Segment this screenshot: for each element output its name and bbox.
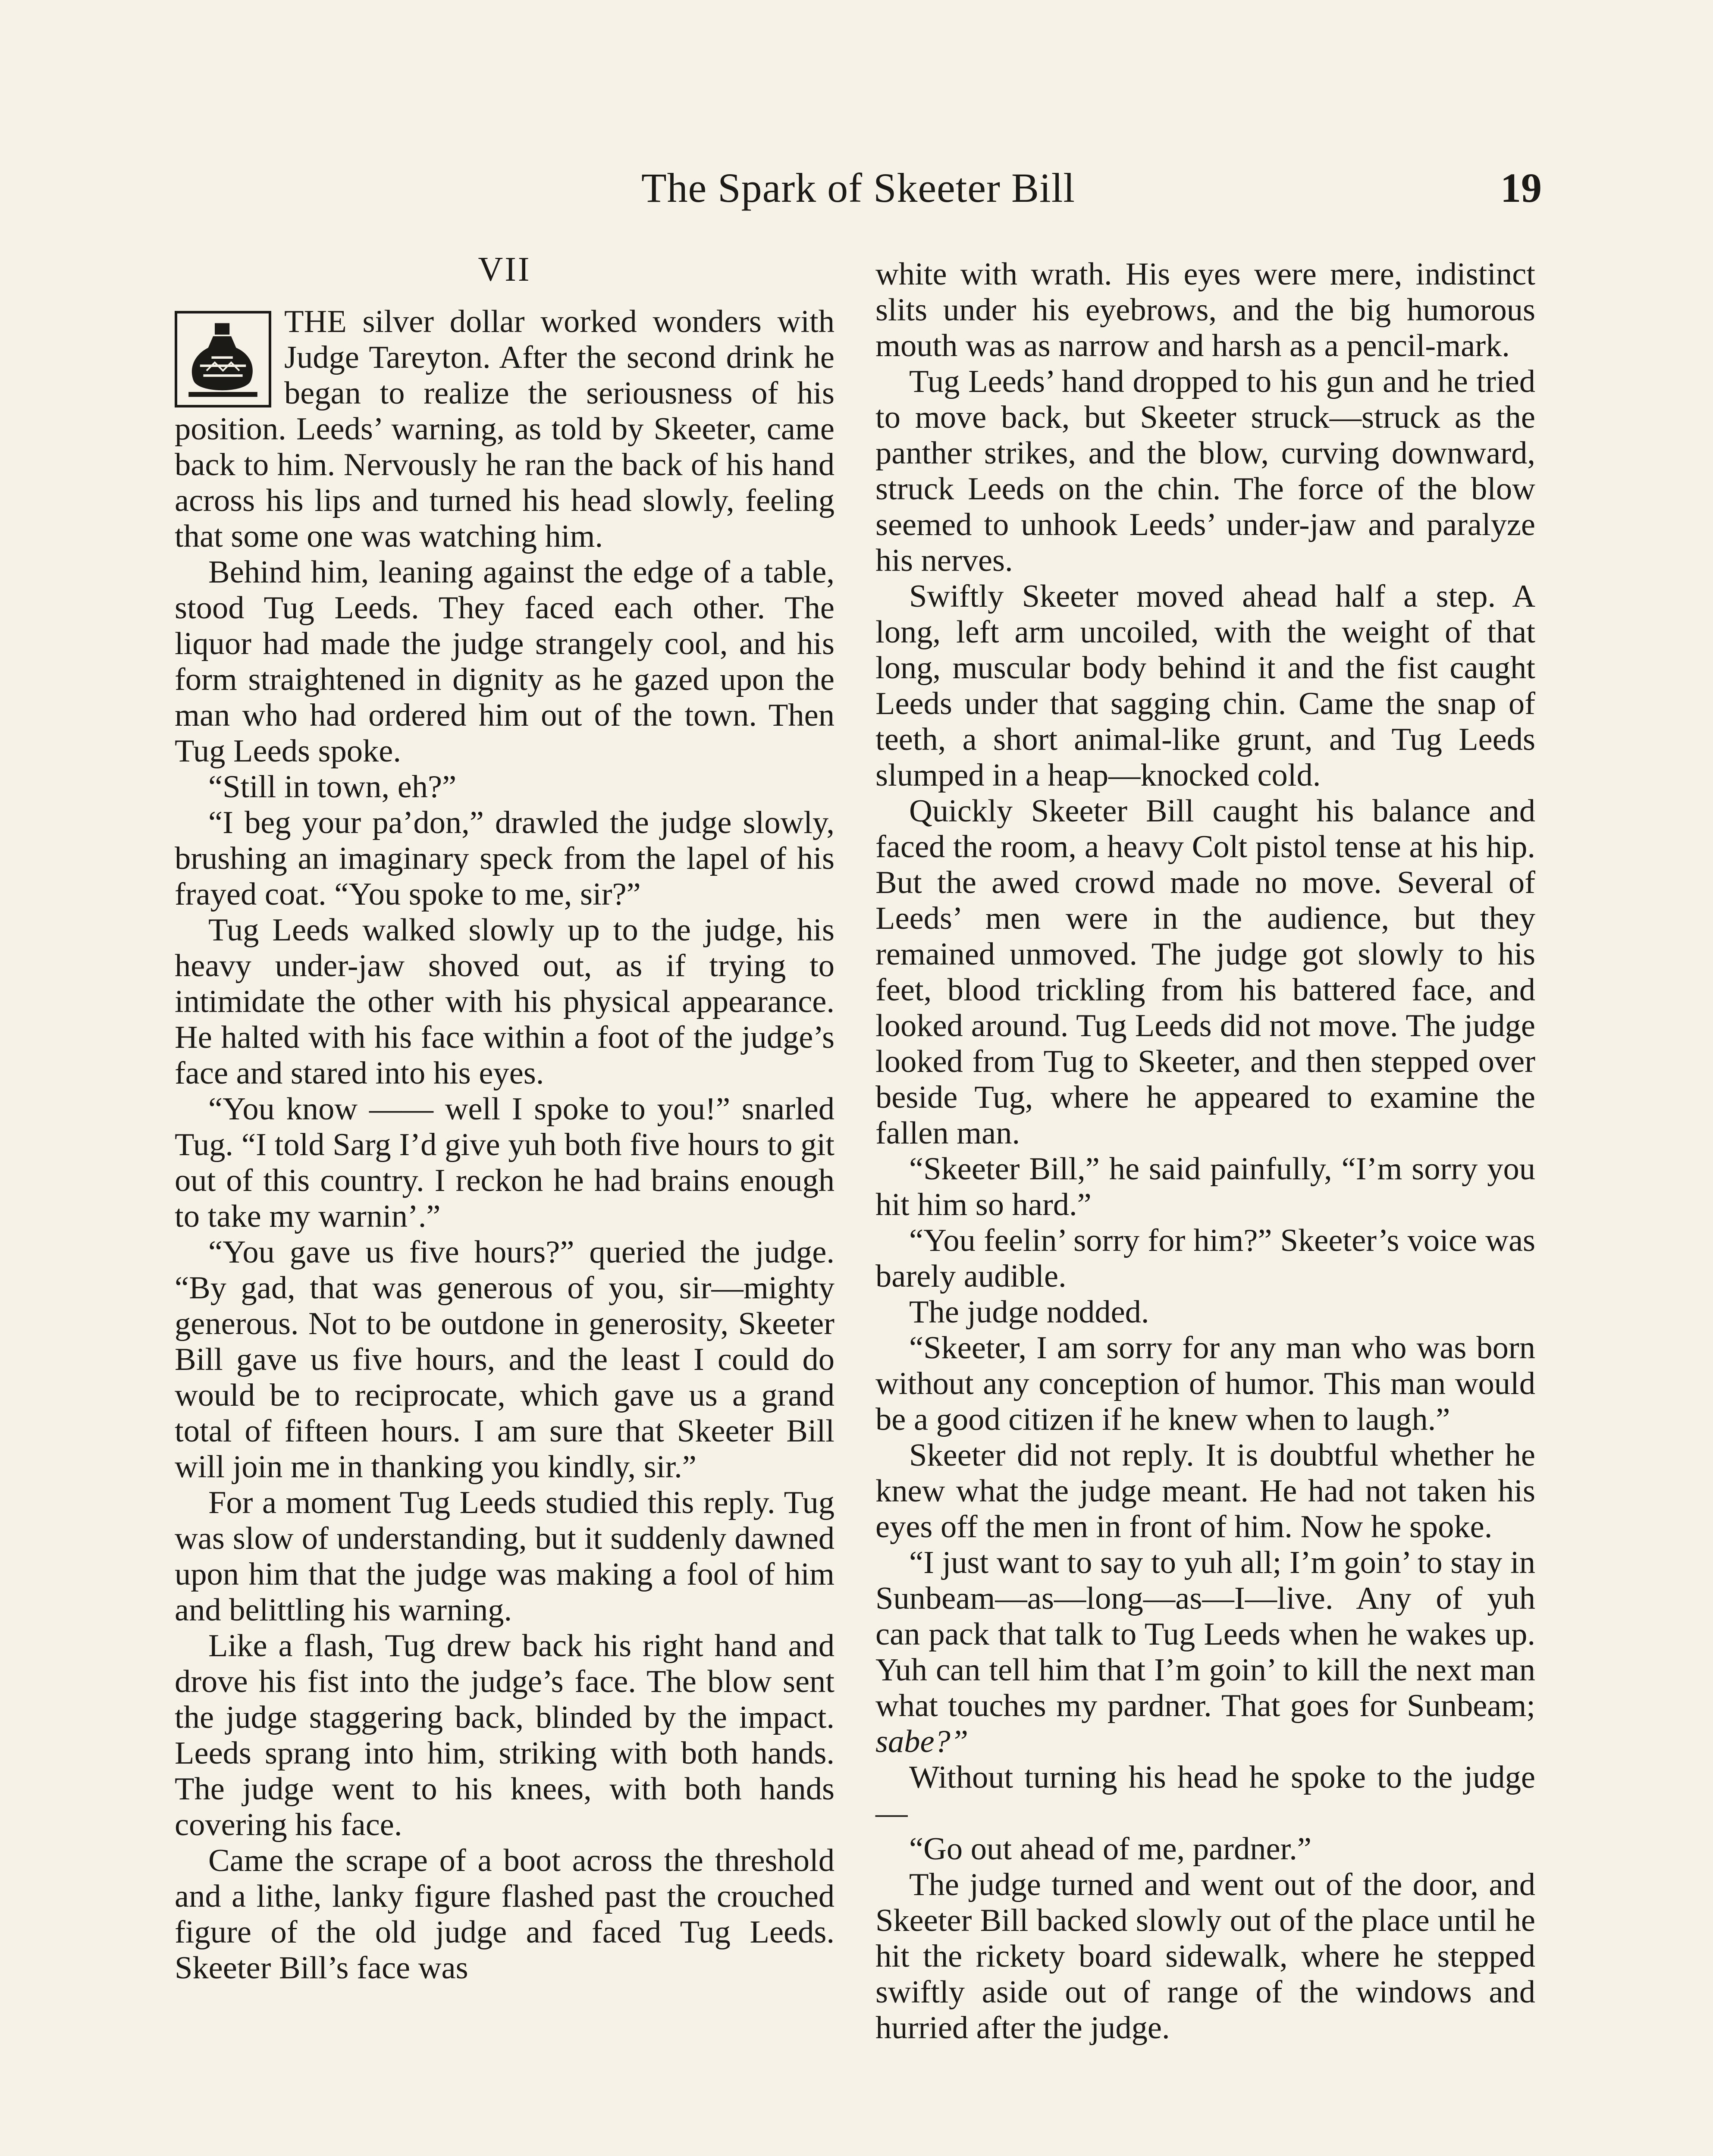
paragraph: Without turning his head he spoke to the judge—: [875, 1760, 1535, 1831]
paragraph: “Go out ahead of me, pardner.”: [909, 1831, 1311, 1867]
paragraph: “Still in town, eh?”: [208, 769, 457, 805]
italic-word: sabe?”: [875, 1724, 969, 1759]
paragraph: “You feelin’ sorry for him?” Skeeter’s voice was barely audible.: [875, 1223, 1535, 1294]
paragraph: Behind him, leaning against the edge of a table, stood Tug Leeds. They faced each other. The liquor had made the judge strangely cool, and his form straightened in dignity as he gazed upon the man who had ordered him out of the town. Then Tug Leeds spoke.: [175, 555, 835, 769]
paragraph: Tug Leeds walked slowly up to the judge, his heavy under-jaw shoved out, as if trying to intimidate the other with his physical appearance. He halted with his face within a foot of the judge’s face and stared into his eyes.: [175, 912, 835, 1091]
paragraph: Tug Leeds’ hand dropped to his gun and he tried to move back, but Skeeter struck—struck as the panther strikes, and the blow, curving downward, struck Leeds on the chin. The force of the blow seemed to unhook Leeds’ under-jaw and paralyze his nerves.: [875, 364, 1535, 578]
paragraph: Swiftly Skeeter moved ahead half a step. A long, left arm uncoiled, with the weight of that long, muscular body behind it and the fist caught Leeds under that sagging chin. Came the snap of teeth, a short animal-like grunt, and Tug Leeds slumped in a heap—knocked cold.: [875, 579, 1535, 793]
paragraph: The judge turned and went out of the door, and Skeeter Bill backed slowly out of the place until he hit the rickety board sidewalk, where he stepped swiftly aside out of range of the windows and hurried after the judge.: [875, 1867, 1535, 2046]
running-title: The Spark of Skeeter Bill: [641, 165, 1076, 211]
right-column: [875, 257, 1535, 2046]
paragraph: The judge nodded.: [909, 1294, 1149, 1330]
paragraph: “You know —— well I spoke to you!” snarled Tug. “I told Sarg I’d give yuh both five hours to git out of this country. I reckon he had brains enough to take my warnin’.”: [175, 1091, 835, 1234]
page-header: [175, 164, 1542, 224]
left-column: [175, 251, 835, 1986]
paragraph: “You gave us five hours?” queried the judge. “By gad, that was generous of you, sir—mighty generous. Not to be outdone in generosity, Skeeter Bill gave us five hours, and the least I could do would be to reciprocate, which gave us a grand total of fifteen hours. I am sure that Skeeter Bill will join me in thanking you kindly, sir.”: [175, 1235, 835, 1485]
paragraph-with-italic: [875, 1545, 1535, 1760]
paragraph: “Skeeter Bill,” he said painfully, “I’m sorry you hit him so hard.”: [875, 1151, 1535, 1222]
paragraph: Skeeter did not reply. It is doubtful whether he knew what the judge meant. He had not taken his eyes off the men in front of him. Now he spoke.: [875, 1438, 1535, 1545]
bottle-vignette-icon: [175, 311, 271, 407]
paragraph: Quickly Skeeter Bill caught his balance and faced the room, a heavy Colt pistol tense at his hip. But the awed crowd made no move. Several of Leeds’ men were in the audience, but they remained unmoved. The judge got slowly to his feet, blood trickling from his battered face, and looked around. Tug Leeds did not move. The judge looked from Tug to Skeeter, and then stepped over beside Tug, where he appeared to examine the fallen man.: [875, 793, 1535, 1151]
paragraph: THE silver dollar worked wonders with Judge Tareyton. After the second drink he began to realize the seriousness of his position. Leeds’ warning, as told by Skeeter, came back to him. Nervously he ran the back of his hand across his lips and turned his head slowly, feeling that some one was watching him.: [175, 304, 835, 554]
paragraph-continuation: white with wrath. His eyes were mere, indistinct slits under his eyebrows, and the big humorous mouth was as narrow and harsh as a pencil-mark.: [875, 257, 1535, 364]
paragraph: Came the scrape of a boot across the threshold and a lithe, lanky figure flashed past the crouched figure of the old judge and faced Tug Leeds. Skeeter Bill’s face was: [175, 1843, 835, 1986]
page-number: 19: [1500, 165, 1542, 211]
section-number: VII: [478, 251, 531, 288]
paragraph-text: “I just want to say to yuh all; I’m goin’ to stay in Sunbeam—as—long—as—I—live. Any of yuh can pack that talk to Tug Leeds when he wakes up. Yuh can tell him that I’m goin’ to kill the next man what touches my pardner. That goes for Sunbeam;: [875, 1545, 1535, 1724]
paragraph: “Skeeter, I am sorry for any man who was born without any conception of humor. This man would be a good citizen if he knew when to laugh.”: [875, 1330, 1535, 1437]
paragraph: For a moment Tug Leeds studied this reply. Tug was slow of understanding, but it suddenly dawned upon him that the judge was making a fool of him and belittling his warning.: [175, 1485, 835, 1628]
paragraph: Like a flash, Tug drew back his right hand and drove his fist into the judge’s face. The blow sent the judge staggering back, blinded by the impact. Leeds sprang into him, striking with both hands. The judge went to his knees, with both hands covering his face.: [175, 1628, 835, 1843]
paragraph: “I beg your pa’don,” drawled the judge slowly, brushing an imaginary speck from the lapel of his frayed coat. “You spoke to me, sir?”: [175, 805, 835, 912]
